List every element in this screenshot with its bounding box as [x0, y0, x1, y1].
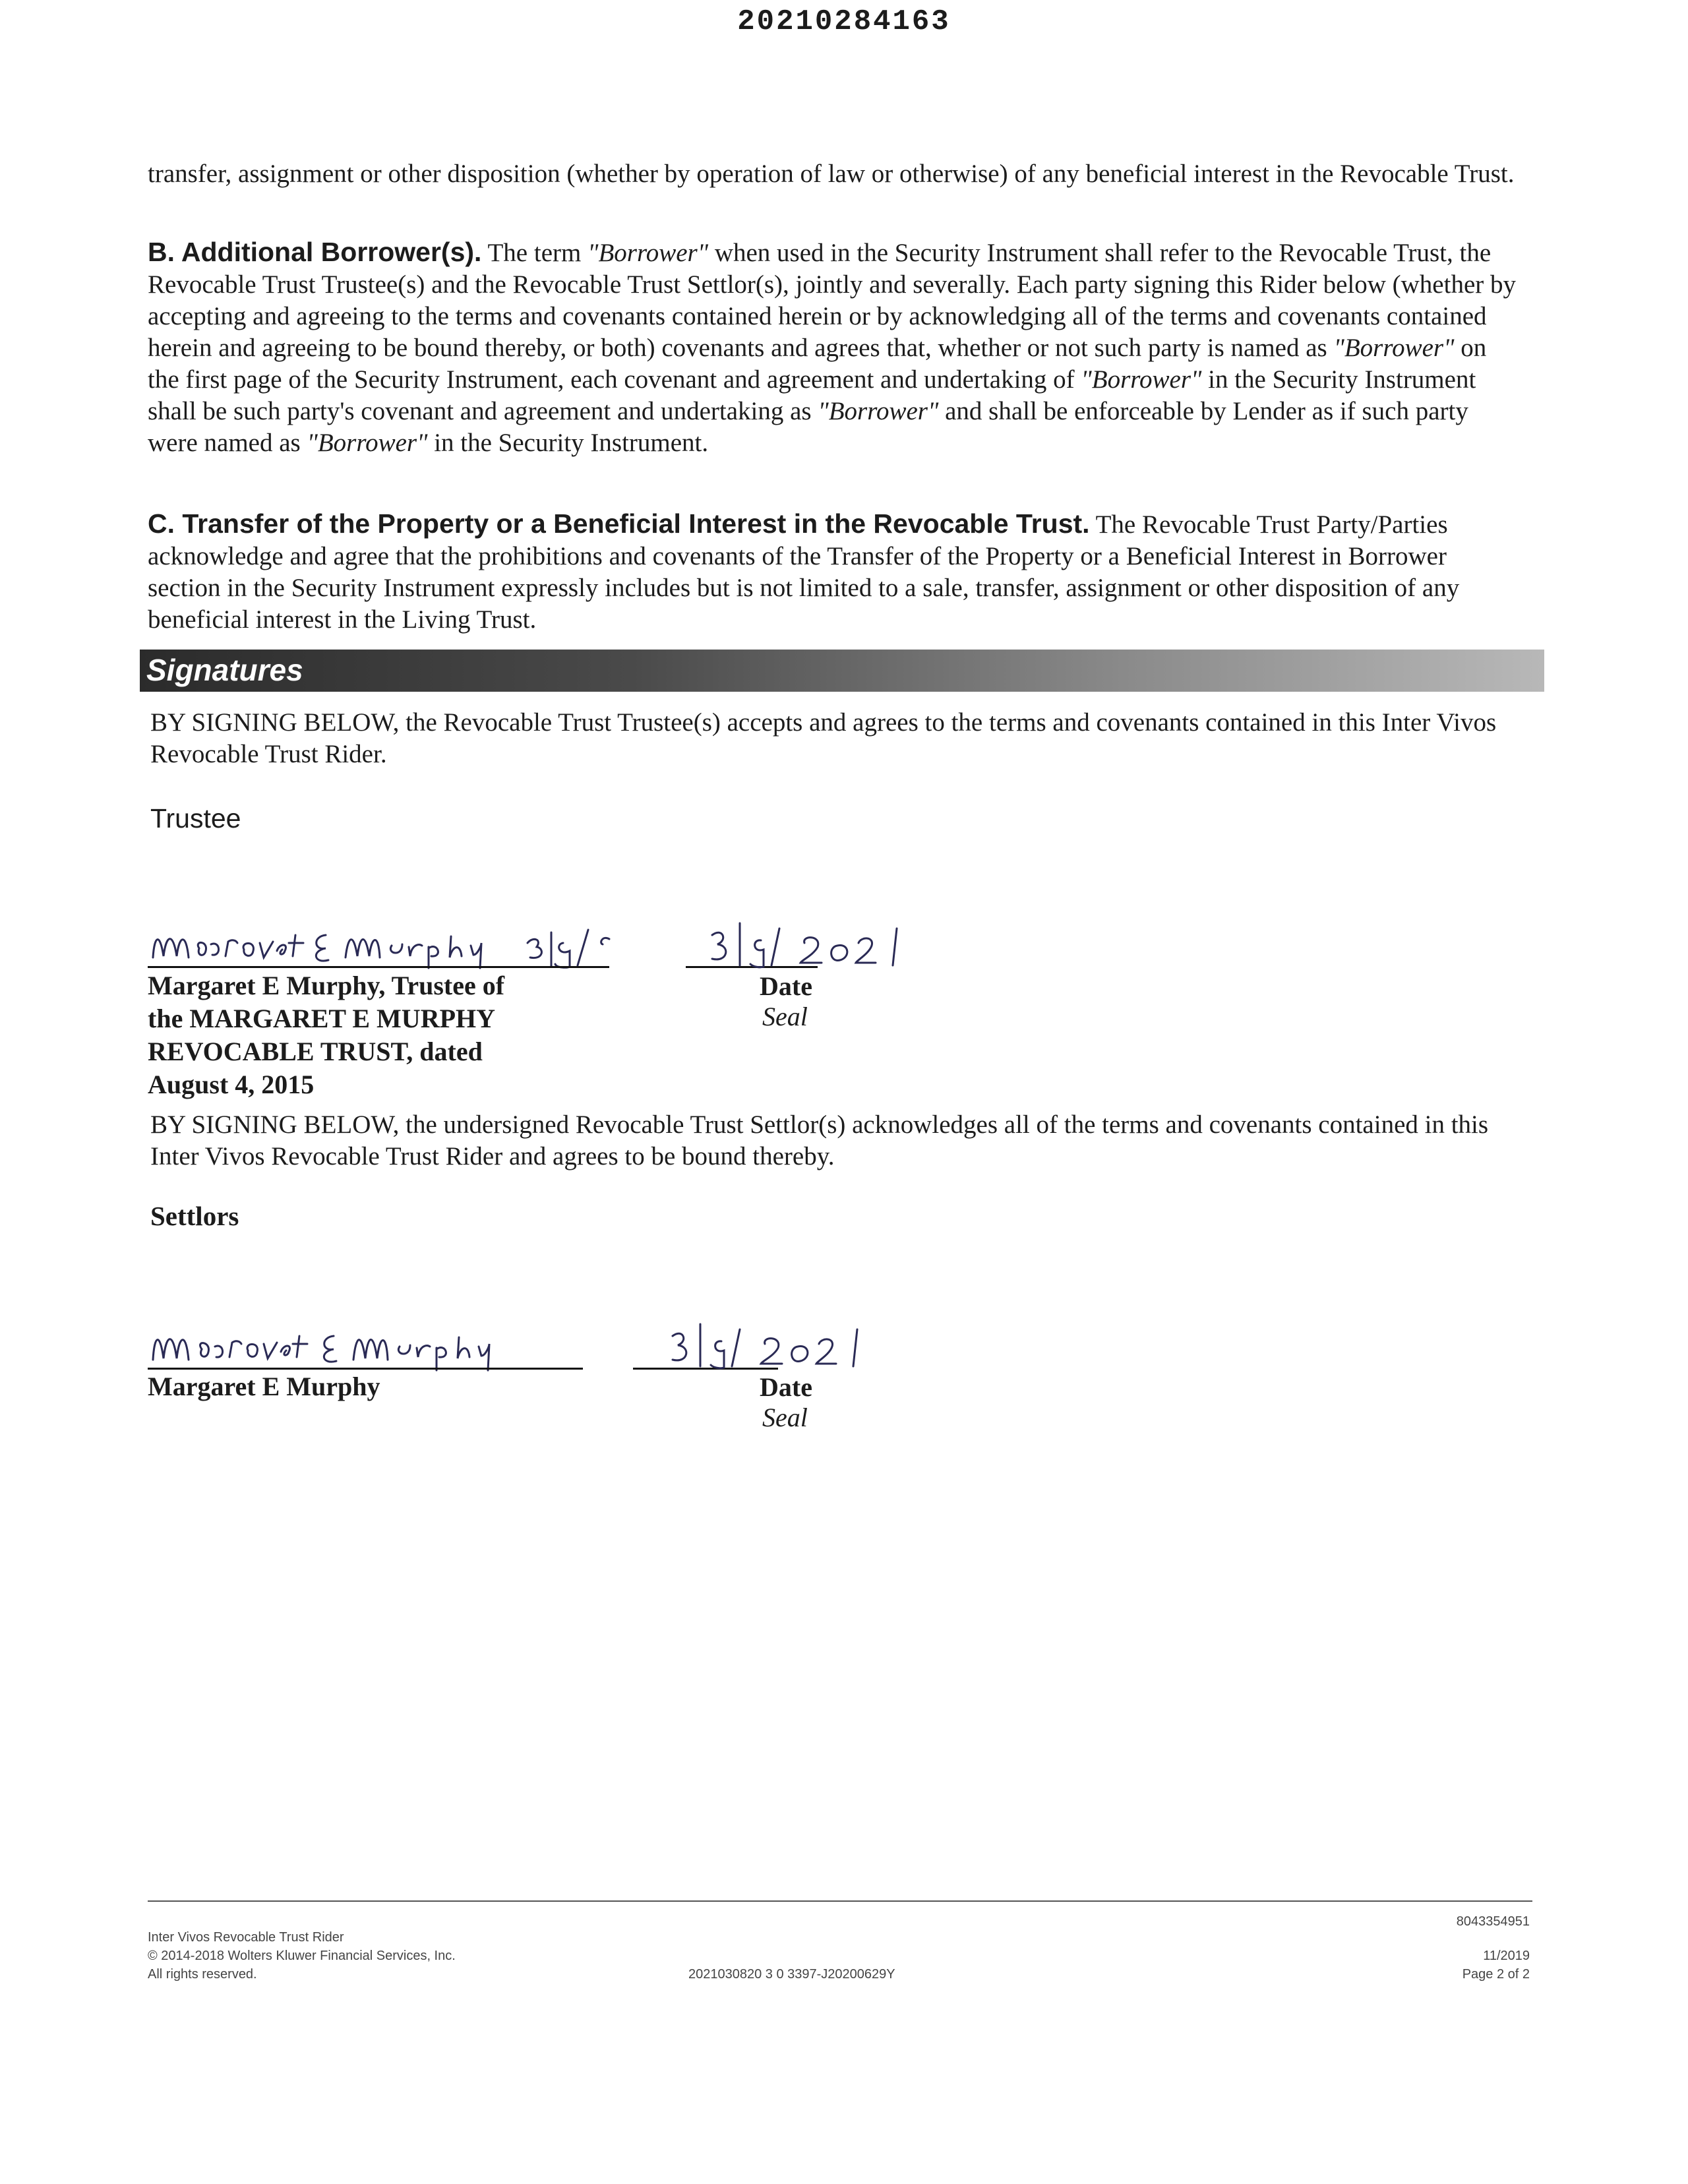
- settlor-handwritten-signature: [148, 1316, 596, 1372]
- trustee-handwritten-date: [706, 917, 943, 969]
- settlors-heading: Settlors: [150, 1201, 239, 1231]
- trustee-name-line: August 4, 2015: [148, 1070, 315, 1099]
- trustee-signature-line: [148, 966, 609, 968]
- section-b-text: and shall be enforceable by Lender as if such party were named as: [148, 397, 1468, 457]
- trustee-name-block: [148, 969, 504, 1101]
- trustee-heading: Trustee: [150, 803, 241, 834]
- settlor-name: Margaret E Murphy: [148, 1372, 380, 1401]
- borrower-term: "Borrower": [1333, 334, 1455, 362]
- section-b-text: in the Security Instrument shall be such party's covenant and agreement and undertaking as: [148, 365, 1476, 425]
- section-b-heading: B. Additional Borrower(s).: [148, 237, 482, 267]
- settlor-handwritten-date: [666, 1316, 903, 1372]
- section-b-text: on the first page of the Security Instrument, each covenant and agreement and undertaking of: [148, 334, 1487, 394]
- trustee-handwritten-signature: [148, 917, 622, 969]
- footer-divider: [148, 1900, 1532, 1902]
- settlor-seal-label: Seal: [762, 1403, 808, 1432]
- footer-document-code: 2021030820 3 0 3397-J20200629Y: [688, 1967, 895, 1982]
- trustee-seal-label: Seal: [762, 1002, 808, 1031]
- trustee-statement: BY SIGNING BELOW, the Revocable Trust Trustee(s) accepts and agrees to the terms and covenants contained in this Inter Vivos Revocable Trust Rider.: [150, 708, 1497, 768]
- footer-rights: All rights reserved.: [148, 1967, 257, 1982]
- settlor-statement: BY SIGNING BELOW, the undersigned Revocable Trust Settlor(s) acknowledges all of the terms and covenants contained in this Inter Vivos Revocable Trust Rider and agrees to be bound thereby.: [150, 1110, 1489, 1170]
- footer-right: [1444, 1947, 1530, 1984]
- footer-form-date: 11/2019: [1483, 1949, 1530, 1963]
- footer-left: [148, 1928, 456, 1984]
- footer-copyright: © 2014-2018 Wolters Kluwer Financial Services, Inc.: [148, 1949, 456, 1963]
- trustee-date-label: Date: [760, 971, 812, 1001]
- section-a-continuation: transfer, assignment or other disposition (whether by operation of law or otherwise) of any beneficial interest in the Revocable Trust.: [148, 160, 1515, 188]
- borrower-term: "Borrower": [1081, 365, 1202, 394]
- section-c-heading: C. Transfer of the Property or a Beneficial Interest in the Revocable Trust.: [148, 508, 1090, 539]
- section-b-text: The term: [481, 239, 588, 267]
- footer-loan-number: 8043354951: [1456, 1914, 1530, 1929]
- trustee-name-line: the MARGARET E MURPHY: [148, 1004, 496, 1033]
- footer-page-number: Page 2 of 2: [1462, 1967, 1530, 1982]
- recording-number: 20210284163: [737, 5, 951, 38]
- signatures-header-bar: [140, 650, 1544, 692]
- settlor-signature-line: [148, 1368, 583, 1370]
- signatures-title: Signatures: [146, 653, 303, 687]
- section-b-text: in the Security Instrument.: [427, 429, 709, 457]
- section-b-text: when used in the Security Instrument shall refer to the Revocable Trust, the Revocable Trust Trustee(s) and the Revocable Trust Settlor(s), jointly and severally. Each party signing this Rider below (whether by accepting and agreeing to the terms and covenants contained herein or by acknowledging all of the terms and covenants contained herein and agreeing to be bound thereby, or both) covenants and agrees that, whether or not such party is named as: [148, 239, 1516, 362]
- borrower-term: "Borrower": [818, 397, 939, 425]
- borrower-term: "Borrower": [307, 429, 428, 457]
- section-c-text: The Revocable Trust Party/Parties acknowledge and agree that the prohibitions and covenants of the Transfer of the Property or a Beneficial Interest in Borrower section in the Security Instrument expressly includes but is not limited to a sale, transfer, assignment or other disposition of any beneficial interest in the Living Trust.: [148, 510, 1460, 634]
- borrower-term: "Borrower": [588, 239, 709, 267]
- section-c-paragraph: [148, 508, 1506, 636]
- footer-form-title: Inter Vivos Revocable Trust Rider: [148, 1930, 344, 1945]
- trustee-name-line: Margaret E Murphy, Trustee of: [148, 971, 505, 1000]
- trustee-name-line: REVOCABLE TRUST, dated: [148, 1037, 483, 1066]
- section-b-paragraph: [148, 236, 1519, 459]
- settlor-date-label: Date: [760, 1372, 812, 1402]
